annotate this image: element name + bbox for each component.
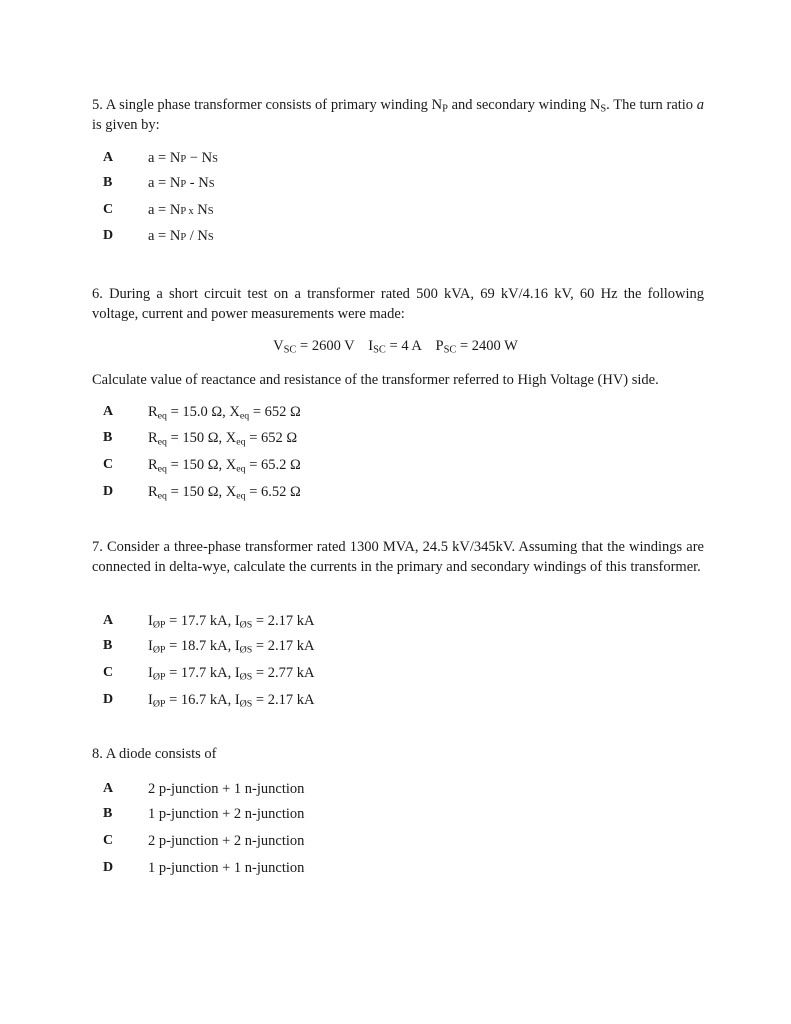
- option-text: $R_{eq} = 150$ Ω, $X_{eq} = 6.52$ Ω: [148, 484, 301, 502]
- option-letter: A: [103, 404, 114, 419]
- option-letter: D: [103, 484, 114, 499]
- option-text: $R_{eq} = 150$ Ω, $X_{eq} = 65.2$ Ω: [148, 457, 301, 475]
- option-text: $I_{ØP} = 17.7$ kA, $I_{ØS} = 2.17$ kA: [148, 613, 315, 631]
- option-letter: C: [103, 665, 114, 680]
- question-5-text: 5. A single phase transformer consists of primary winding $N_P$ and secondary winding $N_S$. The turn ratio a is given by:: [92, 97, 704, 133]
- option-text: 2 p-junction + 1 n-junction: [148, 781, 305, 797]
- option-text: 1 p-junction + 2 n-junction: [148, 806, 305, 822]
- option-letter: D: [103, 692, 114, 707]
- q6-measurements: [0, 336, 791, 356]
- option-letter: C: [103, 457, 114, 472]
- option-text: $I_{ØP} = 18.7$ kA, $I_{ØS} = 2.17$ kA: [148, 638, 315, 656]
- option-letter: A: [103, 781, 114, 796]
- option-text: a = NP x NS: [148, 202, 214, 218]
- option-letter: B: [103, 430, 113, 445]
- option-letter: B: [103, 638, 113, 653]
- measurement-isc: $I_{SC} = 4$ A: [368, 338, 422, 356]
- measurement-psc: $P_{SC} = 2400$ W: [435, 338, 518, 356]
- question-6-text: 6. During a short circuit test on a transformer rated 500 kVA, 69 kV/4.16 kV, 60 Hz the following voltage, current and power measurements were made:: [92, 286, 704, 322]
- option-text: 2 p-junction + 2 n-junction: [148, 833, 305, 849]
- option-text: $R_{eq} = 15.0$ Ω, $X_{eq} = 652$ Ω: [148, 404, 301, 422]
- option-text: $I_{ØP} = 16.7$ kA, $I_{ØS} = 2.17$ kA: [148, 692, 315, 710]
- question-8-text: 8. A diode consists of: [92, 746, 217, 762]
- option-text: a = NP − NS: [148, 150, 218, 166]
- option-letter: A: [103, 150, 114, 165]
- option-text: $R_{eq} = 150$ Ω, $X_{eq} = 652$ Ω: [148, 430, 298, 448]
- option-text: $I_{ØP} = 17.7$ kA, $I_{ØS} = 2.77$ kA: [148, 665, 315, 683]
- option-text: 1 p-junction + 1 n-junction: [148, 860, 305, 876]
- measurement-vsc: $V_{SC} = 2600$ V: [273, 338, 355, 356]
- option-letter: D: [103, 860, 114, 875]
- option-letter: A: [103, 613, 114, 628]
- question-7-text: 7. Consider a three-phase transformer rated 1300 MVA, 24.5 kV/345kV. Assuming that the windings are connected in delta-wye, calculate the currents in the primary and secondary windings of this transformer.: [92, 539, 704, 575]
- option-letter: B: [103, 806, 113, 821]
- option-letter: C: [103, 202, 114, 217]
- option-text: a = NP / NS: [148, 228, 214, 244]
- option-letter: C: [103, 833, 114, 848]
- question-6-prompt: Calculate value of reactance and resistance of the transformer referred to High Voltage (HV) side.: [92, 372, 659, 388]
- option-letter: D: [103, 228, 114, 243]
- option-text: a = NP - NS: [148, 175, 215, 191]
- option-letter: B: [103, 175, 113, 190]
